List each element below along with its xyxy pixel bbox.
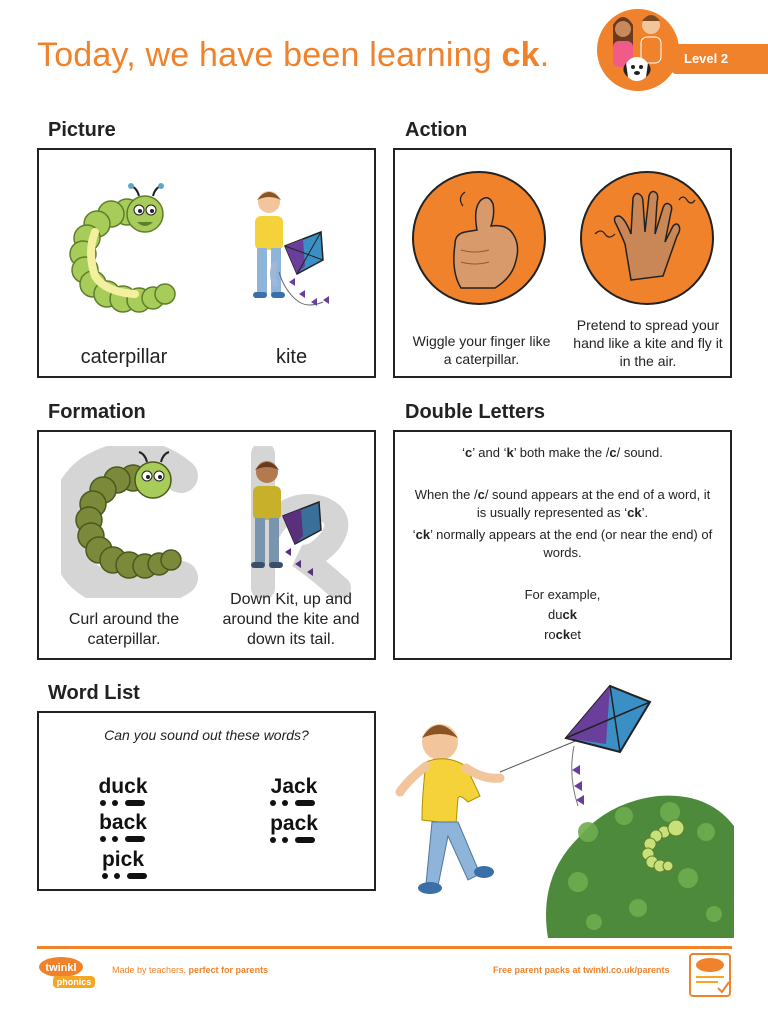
action-caption-spread-hand: Pretend to spread your hand like a kite and fly it in the air. <box>573 317 723 370</box>
word-list-heading: Word List <box>48 682 140 704</box>
sound-buttons-pick <box>101 872 151 880</box>
kite-formation-icon <box>237 446 361 598</box>
double-letters-heading: Double Letters <box>405 401 546 423</box>
twinkl-phonics-logo-icon <box>37 956 97 990</box>
picture-panel <box>37 148 376 378</box>
double-letters-example-label: For example, <box>524 587 601 602</box>
level-badge: Level 2 <box>672 44 768 74</box>
formation-panel <box>37 430 376 660</box>
sound-buttons-jack <box>269 799 319 807</box>
formation-caption-kite: Down Kit, up and around the kite and down its tail. <box>222 591 360 648</box>
picture-label-kite: kite <box>275 346 308 368</box>
kite-boy-icon <box>239 186 349 324</box>
picture-heading: Picture <box>48 119 116 141</box>
action-panel <box>393 148 732 378</box>
word-duck: duck <box>98 775 148 798</box>
sound-buttons-duck <box>99 799 149 807</box>
formation-caption-caterpillar: Curl around the caterpillar. <box>68 611 180 648</box>
word-pick: pick <box>101 848 145 871</box>
word-jack: Jack <box>270 775 318 798</box>
caterpillar-icon <box>65 182 185 327</box>
double-letters-line-3: ‘ck’ normally appears at the end (or near the end) of words. <box>412 527 713 561</box>
double-letters-line-2: When the /c/ sound appears at the end of a word, it is usually represented as ‘ck’. <box>414 487 711 521</box>
double-letters-example-rocket: rocket <box>544 627 581 642</box>
title-focus-sound: ck <box>501 36 540 74</box>
formation-heading: Formation <box>48 401 146 423</box>
page-title <box>37 36 549 75</box>
double-letters-example-duck: duck <box>548 607 577 622</box>
kids-and-dog-icon <box>593 5 683 95</box>
boy-flying-kite-illustration <box>388 682 734 940</box>
word-pack: pack <box>270 812 318 835</box>
footer-tagline: Made by teachers, perfect for parents <box>112 965 269 975</box>
wiggle-finger-icon <box>407 170 551 306</box>
svg-text:phonics: phonics <box>56 977 92 987</box>
double-letters-panel <box>393 430 732 660</box>
caterpillar-formation-icon <box>61 446 201 598</box>
sound-buttons-pack <box>269 836 319 844</box>
bush-icon <box>546 796 734 938</box>
word-list-panel <box>37 711 376 891</box>
picture-label-caterpillar: caterpillar <box>80 346 168 368</box>
footer-link-text: Free parent packs at twinkl.co.uk/parents <box>493 965 670 975</box>
action-caption-wiggle: Wiggle your finger like a caterpillar. <box>412 333 551 368</box>
open-hand-icon <box>575 170 719 306</box>
word-list-prompt: Can you sound out these words? <box>104 727 309 743</box>
double-letters-line-1: ‘c’ and ‘k’ both make the /c/ sound. <box>462 445 663 460</box>
footer-divider <box>37 946 732 949</box>
title-suffix: . <box>539 36 550 74</box>
action-heading: Action <box>405 119 468 141</box>
word-back: back <box>99 811 147 834</box>
quality-approved-badge-icon <box>688 952 732 998</box>
title-prefix: Today, we have been learning <box>37 36 502 74</box>
svg-text:twinkl: twinkl <box>45 962 77 974</box>
sound-buttons-back <box>99 835 149 843</box>
